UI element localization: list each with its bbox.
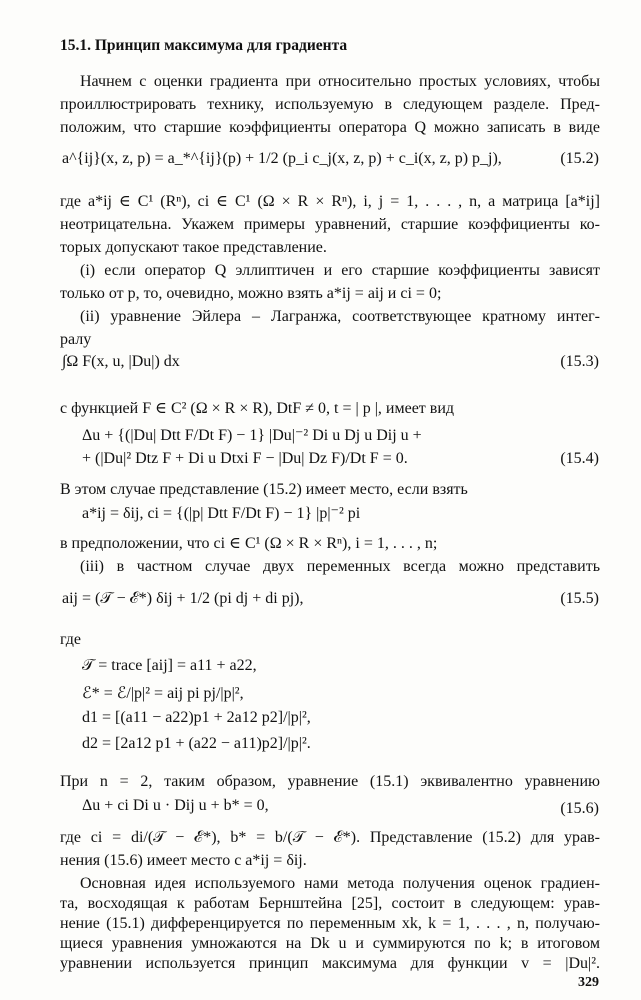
paragraph-line: с функцией F ∈ C² (Ω × R × R), DtF ≠ 0, t = | p |, имеет вид — [60, 400, 455, 417]
section-title: 15.1. Принцип максимума для градиента — [60, 37, 348, 54]
paragraph-line: проиллюстрировать технику, используемую в следующем разделе. Пред- — [60, 96, 600, 113]
equation-number: (15.4) — [560, 450, 599, 467]
equation-number: (15.6) — [560, 800, 599, 817]
page-number: 329 — [578, 975, 599, 990]
equation-15-3: ∫Ω F(x, u, |Du|) dx — [62, 353, 180, 370]
where-label: где — [60, 631, 82, 648]
equation-15-6: Δu + ci Di u · Dij u + b* = 0, — [82, 797, 269, 814]
paragraph-line: Начнем с оценки градиента при относительно простых условиях, чтобы — [80, 73, 600, 90]
paragraph-line: щиеся уравнения умножаются на Dk u и суммируются по k; в итоговом — [60, 935, 600, 952]
paragraph-line: неотрицательна. Укажем примеры уравнений, старшие коэффициенты ко- — [60, 216, 600, 233]
list-item-line: (ii) уравнение Эйлера – Лагранжа, соответствующее кратному интег- — [80, 308, 600, 325]
equation-15-4-line-1: Δu + {(|Du| Dtt F/Dt F) − 1} |Du|⁻² Di u Dj u Dij u + — [82, 427, 422, 444]
equation-number: (15.2) — [560, 150, 599, 167]
paragraph-line: где a*ij ∈ C¹ (Rⁿ), ci ∈ C¹ (Ω × R × Rⁿ), i, j = 1, . . . , n, а матрица [a*ij] — [60, 193, 600, 210]
paragraph-line: нения (15.6) имеет место с a*ij = δij. — [60, 852, 307, 869]
paragraph-line: уравнении используется принцип максимума для функции v = |Du|². — [60, 955, 600, 972]
equation-15-4-line-2: + (|Du|² Dtz F + Di u Dtxi F − |Du| Dz F)/Dt F = 0. — [82, 450, 408, 467]
list-item-line: (iii) в частном случае двух переменных всегда можно представить — [80, 558, 600, 575]
list-item-line: только от p, то, очевидно, можно взять a*ij = aij и ci = 0; — [60, 285, 442, 302]
paragraph-line: в предположении, что ci ∈ C¹ (Ω × R × Rⁿ), i = 1, . . . , n; — [60, 535, 438, 552]
list-item-line: ралу — [60, 331, 92, 348]
paragraph-line: В этом случае представление (15.2) имеет место, если взять — [60, 481, 468, 498]
paragraph-line: та, восходящая к работам Бернштейна [25], состоит в следующем: урав- — [60, 895, 600, 912]
paragraph-line: Основная идея используемого нами метода получения оценок градиен- — [80, 875, 600, 892]
equation-number: (15.5) — [560, 590, 599, 607]
equation-number: (15.3) — [560, 353, 599, 370]
paragraph-line: где ci = di/(𝒯 − ℰ*), b* = b/(𝒯 − ℰ*). Представление (15.2) для урав- — [60, 829, 600, 846]
paragraph-line: положим, что старшие коэффициенты оператора Q можно записать в виде — [60, 119, 600, 136]
definition-line: d1 = [(a11 − a22)p1 + 2a12 p2]/|p|², — [82, 709, 311, 726]
list-item-line: (i) если оператор Q эллиптичен и его старшие коэффициенты зависят — [80, 262, 600, 279]
equation-15-5: aij = (𝒯 − ℰ*) δij + 1/2 (pi dj + di pj), — [62, 590, 304, 607]
definition-line: ℰ* = ℰ/|p|² = aij pi pj/|p|², — [82, 685, 244, 702]
equation-coefficients: a*ij = δij, ci = {(|p| Dtt F/Dt F) − 1} |p|⁻² pi — [82, 505, 361, 522]
paragraph-line: нение (15.1) дифференцируется по переменным xk, k = 1, . . . , n, получаю- — [60, 915, 600, 932]
paragraph-line: При n = 2, таким образом, уравнение (15.1) эквивалентно уравнению — [60, 773, 600, 790]
definition-line: 𝒯 = trace [aij] = a11 + a22, — [82, 657, 257, 674]
equation-15-2: a^{ij}(x, z, p) = a_*^{ij}(p) + 1/2 (p_i c_j(x, z, p) + c_i(x, z, p) p_j), — [62, 150, 502, 167]
paragraph-line: торых допускают такое представление. — [60, 239, 327, 256]
definition-line: d2 = [2a12 p1 + (a22 − a11)p2]/|p|². — [82, 735, 311, 752]
